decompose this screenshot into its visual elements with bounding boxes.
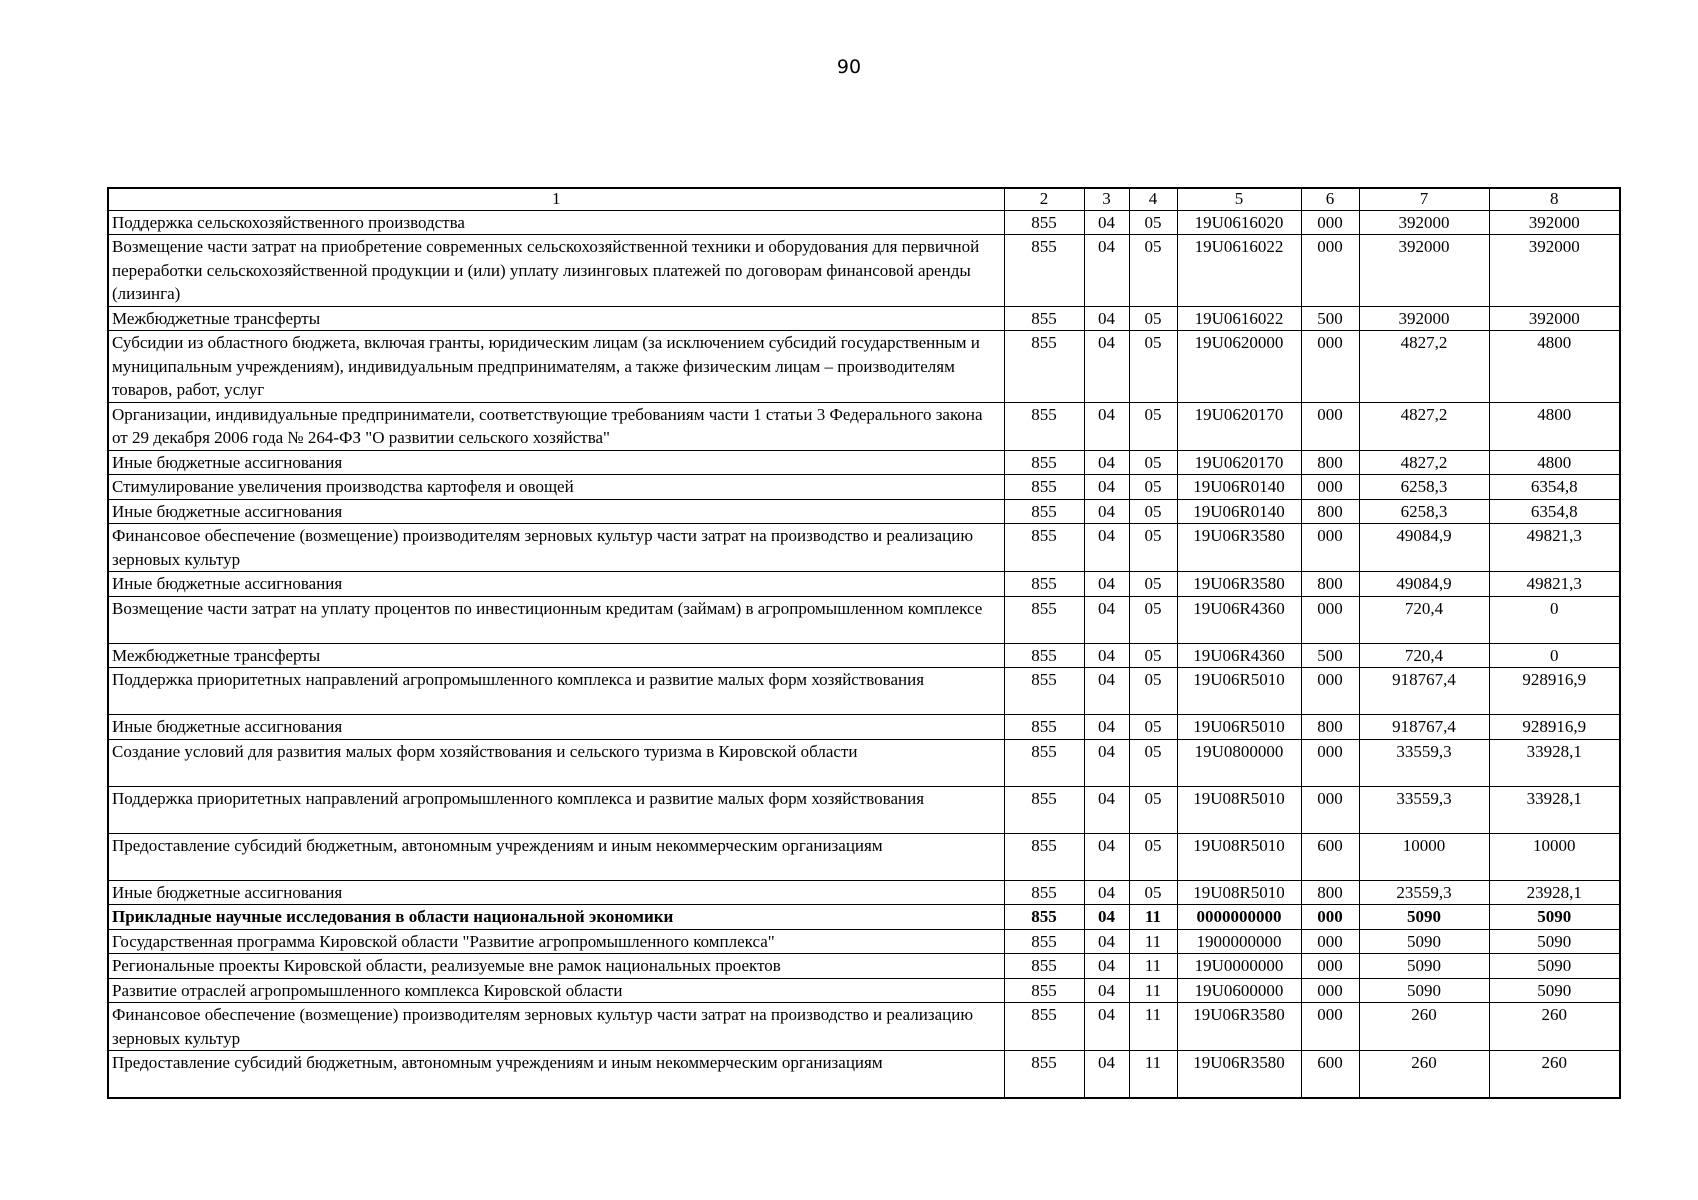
row-name: Региональные проекты Кировской области, реализуемые вне рамок национальных проектов: [108, 954, 1004, 979]
table-row: [108, 905, 1620, 930]
column-header: 5: [1177, 188, 1301, 210]
header-row: [108, 188, 1620, 210]
amount-year-2: 6354,8: [1489, 475, 1620, 500]
subsection-code: 11: [1129, 929, 1177, 954]
expense-type-code: 000: [1301, 210, 1359, 235]
target-article-code: 19U0616022: [1177, 235, 1301, 307]
ministry-code: 855: [1004, 643, 1084, 668]
target-article-code: 19U06R5010: [1177, 715, 1301, 740]
expense-type-code: 600: [1301, 833, 1359, 880]
row-name: Межбюджетные трансферты: [108, 306, 1004, 331]
subsection-code: 05: [1129, 235, 1177, 307]
ministry-code: 855: [1004, 499, 1084, 524]
expense-type-code: 000: [1301, 235, 1359, 307]
expense-type-code: 000: [1301, 524, 1359, 572]
column-header: 8: [1489, 188, 1620, 210]
amount-year-2: 4800: [1489, 450, 1620, 475]
row-name: Иные бюджетные ассигнования: [108, 450, 1004, 475]
expense-type-code: 000: [1301, 331, 1359, 403]
amount-year-2: 4800: [1489, 331, 1620, 403]
subsection-code: 11: [1129, 1051, 1177, 1098]
amount-year-1: 4827,2: [1359, 450, 1489, 475]
amount-year-1: 720,4: [1359, 596, 1489, 643]
subsection-code: 05: [1129, 880, 1177, 905]
section-code: 04: [1084, 954, 1129, 979]
table-row: [108, 1003, 1620, 1051]
target-article-code: 19U06R4360: [1177, 643, 1301, 668]
expense-type-code: 000: [1301, 668, 1359, 715]
target-article-code: 19U06R3580: [1177, 572, 1301, 597]
table-row: [108, 1051, 1620, 1098]
column-header: 1: [108, 188, 1004, 210]
table-row: [108, 210, 1620, 235]
target-article-code: 19U0600000: [1177, 978, 1301, 1003]
ministry-code: 855: [1004, 402, 1084, 450]
row-name: Иные бюджетные ассигнования: [108, 715, 1004, 740]
section-code: 04: [1084, 235, 1129, 307]
expense-type-code: 000: [1301, 905, 1359, 930]
amount-year-1: 5090: [1359, 954, 1489, 979]
target-article-code: 19U06R3580: [1177, 524, 1301, 572]
amount-year-2: 392000: [1489, 306, 1620, 331]
column-header: 7: [1359, 188, 1489, 210]
column-header: 2: [1004, 188, 1084, 210]
amount-year-2: 33928,1: [1489, 786, 1620, 833]
row-name: Межбюджетные трансферты: [108, 643, 1004, 668]
table-row: [108, 715, 1620, 740]
ministry-code: 855: [1004, 954, 1084, 979]
ministry-code: 855: [1004, 739, 1084, 786]
expense-type-code: 000: [1301, 954, 1359, 979]
subsection-code: 05: [1129, 786, 1177, 833]
target-article-code: 19U08R5010: [1177, 833, 1301, 880]
table-row: [108, 306, 1620, 331]
subsection-code: 11: [1129, 978, 1177, 1003]
section-code: 04: [1084, 475, 1129, 500]
expense-type-code: 500: [1301, 643, 1359, 668]
subsection-code: 05: [1129, 402, 1177, 450]
amount-year-2: 928916,9: [1489, 715, 1620, 740]
target-article-code: 19U0616020: [1177, 210, 1301, 235]
table-row: [108, 929, 1620, 954]
ministry-code: 855: [1004, 475, 1084, 500]
ministry-code: 855: [1004, 929, 1084, 954]
target-article-code: 19U06R3580: [1177, 1003, 1301, 1051]
target-article-code: 19U06R3580: [1177, 1051, 1301, 1098]
amount-year-1: 6258,3: [1359, 499, 1489, 524]
subsection-code: 05: [1129, 450, 1177, 475]
subsection-code: 05: [1129, 331, 1177, 403]
amount-year-1: 6258,3: [1359, 475, 1489, 500]
ministry-code: 855: [1004, 210, 1084, 235]
amount-year-1: 10000: [1359, 833, 1489, 880]
section-code: 04: [1084, 210, 1129, 235]
table-row: [108, 786, 1620, 833]
section-code: 04: [1084, 402, 1129, 450]
section-code: 04: [1084, 596, 1129, 643]
row-name: Стимулирование увеличения производства картофеля и овощей: [108, 475, 1004, 500]
table-row: [108, 668, 1620, 715]
row-name: Возмещение части затрат на приобретение современных сельскохозяйственной техники и оборудования для первичной переработки сельскохозяйственной продукции и (или) уплату лизинговых платежей по договорам финансовой аренды (лизинга): [108, 235, 1004, 307]
amount-year-1: 4827,2: [1359, 402, 1489, 450]
section-code: 04: [1084, 833, 1129, 880]
table-row: [108, 739, 1620, 786]
ministry-code: 855: [1004, 306, 1084, 331]
target-article-code: 19U0800000: [1177, 739, 1301, 786]
section-code: 04: [1084, 739, 1129, 786]
amount-year-1: 5090: [1359, 929, 1489, 954]
amount-year-1: 720,4: [1359, 643, 1489, 668]
amount-year-1: 4827,2: [1359, 331, 1489, 403]
subsection-code: 05: [1129, 572, 1177, 597]
row-name: Организации, индивидуальные предприниматели, соответствующие требованиям части 1 статьи 3 Федерального закона от 29 декабря 2006 года № 264-ФЗ "О развитии сельского хозяйства": [108, 402, 1004, 450]
amount-year-1: 260: [1359, 1003, 1489, 1051]
amount-year-1: 260: [1359, 1051, 1489, 1098]
section-code: 04: [1084, 786, 1129, 833]
row-name: Развитие отраслей агропромышленного комплекса Кировской области: [108, 978, 1004, 1003]
section-code: 04: [1084, 905, 1129, 930]
expense-type-code: 800: [1301, 572, 1359, 597]
ministry-code: 855: [1004, 1003, 1084, 1051]
row-name: Поддержка приоритетных направлений агропромышленного комплекса и развитие малых форм хозяйствования: [108, 668, 1004, 715]
expense-type-code: 000: [1301, 929, 1359, 954]
subsection-code: 05: [1129, 668, 1177, 715]
budget-table: [107, 187, 1621, 1099]
target-article-code: 19U06R0140: [1177, 475, 1301, 500]
table-row: [108, 572, 1620, 597]
ministry-code: 855: [1004, 880, 1084, 905]
subsection-code: 05: [1129, 306, 1177, 331]
row-name: Субсидии из областного бюджета, включая гранты, юридическим лицам (за исключением субсидий государственным и муниципальным учреждениям), индивидуальным предпринимателям, а также физическим лицам – производителям товаров, работ, услуг: [108, 331, 1004, 403]
ministry-code: 855: [1004, 978, 1084, 1003]
expense-type-code: 800: [1301, 450, 1359, 475]
amount-year-2: 260: [1489, 1051, 1620, 1098]
target-article-code: 19U06R0140: [1177, 499, 1301, 524]
expense-type-code: 500: [1301, 306, 1359, 331]
ministry-code: 855: [1004, 572, 1084, 597]
ministry-code: 855: [1004, 235, 1084, 307]
amount-year-2: 4800: [1489, 402, 1620, 450]
subsection-code: 05: [1129, 475, 1177, 500]
target-article-code: 0000000000: [1177, 905, 1301, 930]
row-name: Государственная программа Кировской области "Развитие агропромышленного комплекса": [108, 929, 1004, 954]
section-code: 04: [1084, 1051, 1129, 1098]
amount-year-2: 5090: [1489, 954, 1620, 979]
section-code: 04: [1084, 450, 1129, 475]
table-row: [108, 954, 1620, 979]
amount-year-1: 49084,9: [1359, 572, 1489, 597]
row-name: Поддержка приоритетных направлений агропромышленного комплекса и развитие малых форм хозяйствования: [108, 786, 1004, 833]
section-code: 04: [1084, 715, 1129, 740]
target-article-code: 19U06R4360: [1177, 596, 1301, 643]
ministry-code: 855: [1004, 905, 1084, 930]
amount-year-2: 10000: [1489, 833, 1620, 880]
amount-year-2: 260: [1489, 1003, 1620, 1051]
subsection-code: 11: [1129, 954, 1177, 979]
amount-year-2: 928916,9: [1489, 668, 1620, 715]
column-header: 6: [1301, 188, 1359, 210]
ministry-code: 855: [1004, 596, 1084, 643]
row-name: Финансовое обеспечение (возмещение) производителям зерновых культур части затрат на производство и реализацию зерновых культур: [108, 1003, 1004, 1051]
section-code: 04: [1084, 499, 1129, 524]
amount-year-1: 392000: [1359, 306, 1489, 331]
subsection-code: 05: [1129, 739, 1177, 786]
row-name: Поддержка сельскохозяйственного производства: [108, 210, 1004, 235]
subsection-code: 05: [1129, 210, 1177, 235]
expense-type-code: 000: [1301, 402, 1359, 450]
table-row: [108, 235, 1620, 307]
row-name: Предоставление субсидий бюджетным, автономным учреждениям и иным некоммерческим организациям: [108, 1051, 1004, 1098]
row-name: Возмещение части затрат на уплату процентов по инвестиционным кредитам (займам) в агропромышленном комплексе: [108, 596, 1004, 643]
amount-year-2: 5090: [1489, 978, 1620, 1003]
amount-year-1: 5090: [1359, 978, 1489, 1003]
table-row: [108, 833, 1620, 880]
target-article-code: 19U0620170: [1177, 450, 1301, 475]
amount-year-2: 392000: [1489, 210, 1620, 235]
ministry-code: 855: [1004, 668, 1084, 715]
ministry-code: 855: [1004, 524, 1084, 572]
row-name: Прикладные научные исследования в области национальной экономики: [108, 905, 1004, 930]
section-code: 04: [1084, 929, 1129, 954]
row-name: Предоставление субсидий бюджетным, автономным учреждениям и иным некоммерческим организациям: [108, 833, 1004, 880]
amount-year-1: 918767,4: [1359, 715, 1489, 740]
table-row: [108, 499, 1620, 524]
row-name: Иные бюджетные ассигнования: [108, 499, 1004, 524]
amount-year-1: 49084,9: [1359, 524, 1489, 572]
amount-year-2: 33928,1: [1489, 739, 1620, 786]
subsection-code: 05: [1129, 715, 1177, 740]
amount-year-2: 392000: [1489, 235, 1620, 307]
amount-year-1: 918767,4: [1359, 668, 1489, 715]
section-code: 04: [1084, 668, 1129, 715]
expense-type-code: 800: [1301, 880, 1359, 905]
table-row: [108, 596, 1620, 643]
amount-year-2: 5090: [1489, 929, 1620, 954]
target-article-code: 19U0000000: [1177, 954, 1301, 979]
subsection-code: 05: [1129, 524, 1177, 572]
section-code: 04: [1084, 306, 1129, 331]
section-code: 04: [1084, 880, 1129, 905]
target-article-code: 19U0616022: [1177, 306, 1301, 331]
ministry-code: 855: [1004, 1051, 1084, 1098]
amount-year-2: 49821,3: [1489, 572, 1620, 597]
ministry-code: 855: [1004, 786, 1084, 833]
expense-type-code: 000: [1301, 475, 1359, 500]
section-code: 04: [1084, 643, 1129, 668]
target-article-code: 19U08R5010: [1177, 786, 1301, 833]
table-row: [108, 475, 1620, 500]
section-code: 04: [1084, 572, 1129, 597]
amount-year-2: 0: [1489, 596, 1620, 643]
expense-type-code: 000: [1301, 786, 1359, 833]
section-code: 04: [1084, 1003, 1129, 1051]
amount-year-1: 33559,3: [1359, 739, 1489, 786]
expense-type-code: 800: [1301, 499, 1359, 524]
amount-year-1: 392000: [1359, 210, 1489, 235]
ministry-code: 855: [1004, 833, 1084, 880]
table-row: [108, 402, 1620, 450]
table-row: [108, 880, 1620, 905]
ministry-code: 855: [1004, 450, 1084, 475]
expense-type-code: 800: [1301, 715, 1359, 740]
table-row: [108, 978, 1620, 1003]
amount-year-2: 0: [1489, 643, 1620, 668]
subsection-code: 11: [1129, 905, 1177, 930]
amount-year-1: 33559,3: [1359, 786, 1489, 833]
expense-type-code: 600: [1301, 1051, 1359, 1098]
amount-year-1: 5090: [1359, 905, 1489, 930]
amount-year-2: 5090: [1489, 905, 1620, 930]
subsection-code: 05: [1129, 833, 1177, 880]
row-name: Создание условий для развития малых форм хозяйствования и сельского туризма в Кировской области: [108, 739, 1004, 786]
amount-year-1: 23559,3: [1359, 880, 1489, 905]
expense-type-code: 000: [1301, 1003, 1359, 1051]
column-header: 4: [1129, 188, 1177, 210]
ministry-code: 855: [1004, 715, 1084, 740]
section-code: 04: [1084, 524, 1129, 572]
subsection-code: 11: [1129, 1003, 1177, 1051]
target-article-code: 1900000000: [1177, 929, 1301, 954]
table-row: [108, 643, 1620, 668]
row-name: Иные бюджетные ассигнования: [108, 572, 1004, 597]
section-code: 04: [1084, 331, 1129, 403]
row-name: Иные бюджетные ассигнования: [108, 880, 1004, 905]
expense-type-code: 000: [1301, 978, 1359, 1003]
subsection-code: 05: [1129, 499, 1177, 524]
table-row: [108, 331, 1620, 403]
expense-type-code: 000: [1301, 596, 1359, 643]
section-code: 04: [1084, 978, 1129, 1003]
subsection-code: 05: [1129, 643, 1177, 668]
expense-type-code: 000: [1301, 739, 1359, 786]
amount-year-2: 23928,1: [1489, 880, 1620, 905]
column-header: 3: [1084, 188, 1129, 210]
subsection-code: 05: [1129, 596, 1177, 643]
amount-year-1: 392000: [1359, 235, 1489, 307]
target-article-code: 19U0620170: [1177, 402, 1301, 450]
table-row: [108, 450, 1620, 475]
target-article-code: 19U06R5010: [1177, 668, 1301, 715]
ministry-code: 855: [1004, 331, 1084, 403]
target-article-code: 19U08R5010: [1177, 880, 1301, 905]
amount-year-2: 6354,8: [1489, 499, 1620, 524]
target-article-code: 19U0620000: [1177, 331, 1301, 403]
amount-year-2: 49821,3: [1489, 524, 1620, 572]
row-name: Финансовое обеспечение (возмещение) производителям зерновых культур части затрат на производство и реализацию зерновых культур: [108, 524, 1004, 572]
table-row: [108, 524, 1620, 572]
page-number: 90: [836, 56, 862, 78]
